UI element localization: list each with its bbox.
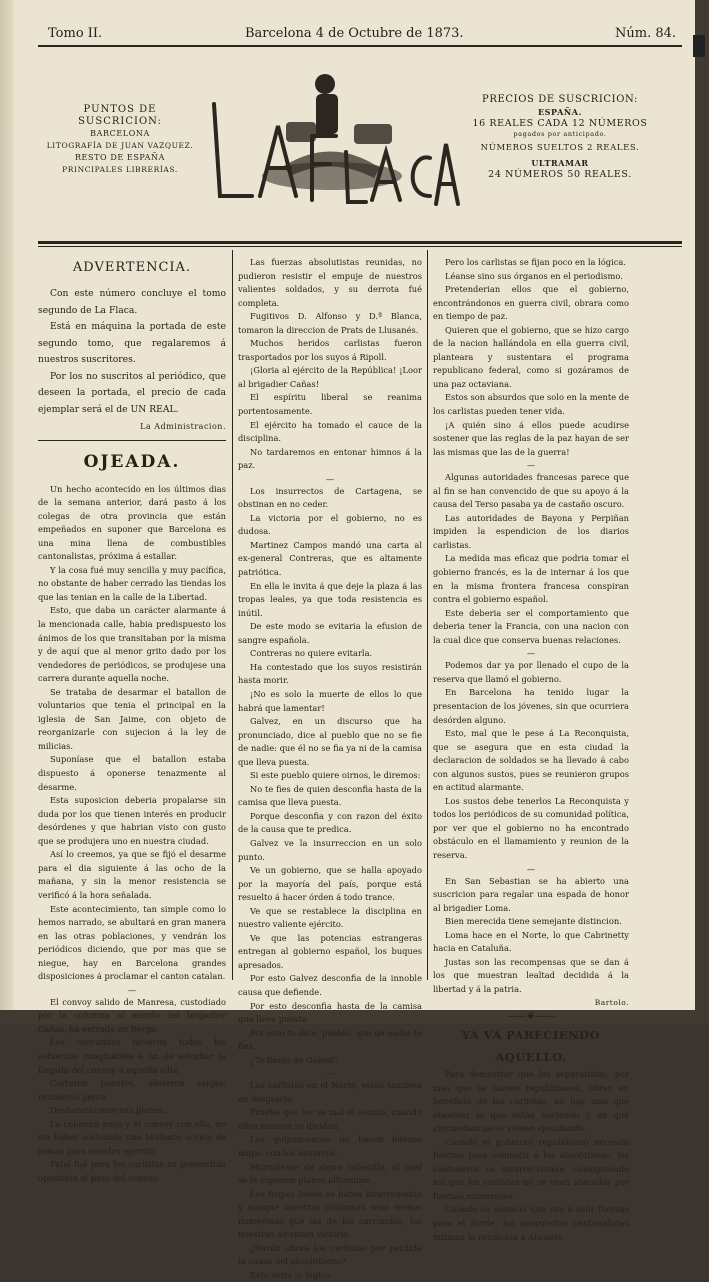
paragraph: Pretenderian ellos que el gobierno, encontrándonos en guerra civil, obrara como en tiempo de paz.: [433, 284, 629, 322]
paragraph: Galvez, en un discurso que ha pronunciado, dice al pueblo que no se fie de nadie: que él no se fia ya ni de la camisa que lleva puesta.: [238, 716, 422, 767]
paragraph: Ve un gobierno, que se halla apoyado por la mayoría del país, porque está resuelto á hacer órden á todo trance.: [238, 865, 422, 903]
article-title: YA VA PARECIENDO AQUELLO.: [461, 1027, 601, 1064]
paragraph: Cuando el gobierno republicano necesita fuerzas para combatir á los absolutistas, los cantoneros se insurreccionan, consiguiendo así que los carlistas no se vean atacados por fuerzas numerosas.: [433, 1136, 629, 1201]
article-signature: Bartolo.: [594, 998, 629, 1008]
paragraph: De este modo se evitaria la efusion de sangre española.: [238, 621, 422, 645]
precios-line: NÚMEROS SUELTOS 2 REALES.: [480, 143, 640, 153]
advertencia-signature: La Administracion.: [140, 422, 226, 431]
paragraph: Los sustos debe tenerlos La Reconquista y todos los periódicos de su comunidad política, por ver que el gobierno no ha encontrado obstáculo en el llamamiento y reunion de la reserva.: [433, 795, 629, 860]
paragraph: ¿Te fiarás de Galvez?: [250, 1054, 339, 1065]
paragraph: La columna pasó y el convoy con ella, no sin haber sostenido una brillante accion de armas para nuestro ejército.: [38, 1118, 226, 1156]
paragraph: En San Sebastian se ha abierto una suscricion para regalar una espada de honor al brigadier Loma.: [433, 875, 629, 913]
paragraph: No tardaremos en entonar himnos á la paz.: [238, 446, 422, 471]
advertencia-body: [38, 286, 226, 418]
paragraph: En ella le invita á que deje la plaza á las tropas leales, ya que toda resistencia es inútil.: [238, 580, 422, 618]
paragraph: Contreras no quiere evitarla.: [250, 648, 373, 659]
paragraph: Así lo creemos, ya que se fijó el desarme para el dia siguiente á las ocho de la mañana, y sin la menor resistencia se verificó á la hora señalada.: [38, 849, 226, 900]
paragraph: Por esto desconfia hasta de la camisa que lleva puesta.: [238, 1000, 422, 1025]
paragraph: En Barcelona ha tenido lugar la presentacion de los jóvenes, sin que ocurriera desórden alguno.: [433, 687, 629, 725]
paragraph: Las autoridades de Bayona y Perpiñan impiden la espendicion de los diarios carlistas.: [433, 512, 629, 550]
puntos-line: LITOGRAFÍA DE JUAN VAZQUEZ.: [46, 141, 194, 150]
paragraph: La victoria por el gobierno, no es dudosa.: [238, 512, 422, 537]
paragraph: Los insurrectos de Cartagena, se obstinan en no ceder.: [238, 485, 422, 510]
paragraph: ¿Darán ahora los carlistas por perdida la causa del absolutismo?: [238, 1242, 422, 1267]
paragraph: Los guipuzcoanos no hacen buenas migas con los navarros.: [238, 1134, 422, 1158]
paragraph: Las fuerzas absolutistas reunidas, no pudieron resistir el empuje de nuestros valientes soldados, y su derrota fué completa.: [238, 257, 422, 308]
precios-note: pagados por anticipado.: [513, 130, 607, 138]
paragraph: Pero los carlistas se fijan poco en la lógica.: [445, 257, 626, 267]
masthead-rule: [38, 241, 682, 244]
suscripcion-puntos: [40, 104, 200, 176]
paragraph: Esto, mal que le pese á La Reconquista, que se asegura que en esta ciudad la declaracion de soldados se ha llevado á cabo con algunos sustos, pues se reunieron grupos en actitud alarmante.: [433, 728, 629, 793]
paragraph: Este acontecimiento, tan simple como lo hemos narrado, se abultará en gran manera en las otras poblaciones, y vendrán los periódicos diciendo, que por mas que se niegue, hay en Barcelona grandes disposiciones á proclamar el canton catalan.: [38, 903, 226, 982]
paragraph: Suponíase que el batallon estaba dispuesto á oponerse tenazmente al desarme.: [38, 754, 226, 792]
paragraph: ¡No es solo la muerte de ellos lo que habrá que lamentar!: [238, 688, 422, 713]
precios-espana: ESPAÑA.: [537, 107, 583, 117]
separator: —: [526, 863, 536, 874]
paragraph: Ve que se restablece la disciplina en nuestro valiente ejército.: [238, 905, 422, 930]
paragraph: Murmúrase de algun cabecilla, al cual se le suponen planes alfonsinos.: [238, 1161, 422, 1186]
paragraph: Los carlistas en el Norte, están tambien en desgracia.: [238, 1080, 422, 1104]
issue-number: Núm. 84.: [615, 26, 677, 41]
paragraph: Por esto Galvez desconfia de la innoble causa que defiende.: [238, 973, 422, 997]
paragraph: Justas son las recompensas que se dan á los que muestran lealtad decidida á la libertad y á la patria.: [433, 956, 629, 994]
paragraph: Fatal fué para los carlistas su pretendida oposicion al paso del convoy.: [38, 1159, 226, 1183]
column-divider: [232, 250, 233, 980]
paragraph: Se trataba de desarmar el batallon de voluntarios que tenia el principal en la iglesia de San Jaime, con objeto de reorganizarle con sujecion á la ley de milicias.: [38, 686, 226, 751]
logo-wordmark-art: [204, 96, 460, 214]
paragraph: El convoy salido de Manresa, custodiado por la columna al mando del brigadier Cañas, ha entrado en Berga.: [38, 996, 226, 1034]
column-divider: [427, 250, 428, 980]
paragraph: El espíritu liberal se reanima portentosamente.: [238, 392, 422, 417]
paragraph: Ha contestado que los suyos resistirán hasta morir.: [238, 661, 422, 686]
binding-fold: [0, 0, 14, 1010]
precios-line: 16 REALES CADA 12 NÚMEROS: [472, 118, 648, 129]
puntos-title: PUNTOS DE SUSCRICION:: [78, 104, 162, 127]
puntos-line: BARCELONA: [90, 129, 150, 138]
paragraph: Algunas autoridades francesas parece que al fin se han convencido de que su apoyo á la causa del Terso pasaba ya de castaño oscuro.: [433, 472, 629, 510]
column-3: [433, 256, 629, 1244]
precios-line: 24 NÚMEROS 50 REALES.: [488, 169, 632, 180]
paragraph: Galvez ve la insurreccion en un solo punto.: [238, 837, 422, 862]
paragraph: Este deberia ser el comportamiento que deberia tener la Francia, con una nacion con la cual dice que conserva buenas relaciones.: [433, 607, 629, 645]
header-rule: [38, 45, 682, 47]
paragraph: Muchos heridos carlistas fueron trasportados por los suyos á Ripoll.: [238, 338, 422, 362]
paragraph: Podemos dar ya por llenado el cupo de la reserva que llamó el gobierno.: [433, 660, 629, 684]
paragraph: Cuando se anuncia que van á salir fuerzas para el Norte, los insurrectos cantonalistas intiman la rendicion á Alicante.: [433, 1204, 629, 1242]
page-tab: [693, 35, 705, 57]
paragraph: Un hecho acontecido en los últimos dias de la semana anterior, dará pasto á los colegas de otra provincia que están empeñados en suponer que Barcelona es una mina llena de combustibles cantonalistas, próxima á estallar.: [38, 483, 226, 562]
logo-wordmark: [204, 96, 460, 214]
paragraph: No te fies de quien desconfia hasta de la camisa que lleva puesta.: [238, 783, 422, 808]
paragraph: Fugitivos D. Alfonso y D.ª Blanca, tomaron la direccion de Prats de Llusanés.: [238, 311, 422, 335]
masthead-rule-thin: [38, 246, 682, 247]
paragraph: Está en máquina la portada de este segundo tomo, que regalaremos á nuestros suscritores.: [38, 321, 226, 365]
paragraph: ¡A quién sino á ellos puede acudirse sostener que las reglas de la paz hayan de ser las mismas que las de la guerra!: [433, 419, 629, 457]
paragraph: Desbaratáronse sus planes.: [50, 1105, 166, 1116]
paragraph: Por los no suscritos al periódico, que deseen la portada, el precio de cada ejemplar será el de UN REAL.: [38, 370, 226, 415]
paragraph: Ve que las potencias estrangeras entregan al gobierno español, los buques apresados.: [238, 932, 422, 970]
ornament-rule: ——❦——: [506, 1010, 556, 1022]
paragraph: Esta suposicion deberia propalarse sin duda por los que tienen interés en producir desórdenes y que habrian visto con gusto que se produjera uno en nuestra ciudad.: [38, 795, 226, 846]
paragraph: Y la cosa fué muy sencilla y muy pacífica, no obstante de haber cerrado las tiendas los que las tenian en la calle de la Libertad.: [38, 564, 226, 602]
separator: —: [526, 648, 536, 659]
suscripcion-precios: [468, 94, 652, 181]
paragraph: Para demostrar que los separatistas, por mas que se llamen republicanos, obran en beneficio de los carlistas, no hay mas que observar lo que están haciendo y en qué circunstancias lo vienen ejecutando.: [433, 1068, 629, 1134]
paragraph: Léanse sino sus órganos en el periodismo.: [445, 270, 623, 281]
paragraph: Loma hace en el Norte, lo que Cabrinetty hacia en Cataluña.: [433, 929, 629, 954]
paragraph: ¡Gloria al ejército de la República! ¡Loor al brigadier Cañas!: [238, 365, 422, 389]
section-rule: [38, 440, 226, 441]
paragraph: El ejército ha tomado el cauce de la disciplina.: [238, 419, 422, 444]
paragraph: La medida mas eficaz que podria tomar el gobierno francés, es la de internar á los que en la misma frontera francesa conspiran contra el gobierno español.: [433, 553, 629, 605]
paragraph: Cortaron puentes, abrieron zanjas, reunieron gente.: [38, 1078, 226, 1102]
separator: —: [325, 473, 335, 484]
paragraph: Esto seria lo lógico.: [250, 1269, 333, 1280]
paragraph: Porque desconfia y con razon del éxito de la causa que te predica.: [238, 810, 422, 835]
paragraph: Si este pueblo quiere oirnos, le diremos:: [250, 770, 421, 781]
paragraph: Estos son absurdos que solo en la mente de los carlistas pueden tener vida.: [433, 392, 629, 417]
precios-title: PRECIOS DE SUSCRICION:: [482, 94, 638, 105]
paragraph: Esto, que daba un carácter alarmante á la mencionada calle, habia predispuesto los ánimos de los que transitaban por la misma y de aquí que al menor grito dado por los vendedores de periódicos, se produjese una carrera durante aquella noche.: [38, 605, 226, 684]
paragraph: Quieren que el gobierno, que se hizo cargo de la nacion hallándola en ella guerra civil, planteara y sustentara el programa republicano federal, como si gozáramos de una paz octaviana.: [433, 324, 629, 389]
paragraph: Con este número concluye el tomo segundo de La Flaca.: [38, 288, 226, 316]
tomo-label: Tomo II.: [48, 26, 103, 41]
paragraph: Los carcundas hicieron todos los esfuerzos imaginables á fin de estorbar la llegada del convoy á aquella villa.: [38, 1037, 226, 1075]
puntos-line: PRINCIPALES LIBRERÍAS.: [62, 165, 178, 174]
paragraph: Por esto te dice, pueblo, que de nadie te fies.: [238, 1027, 422, 1052]
ojeada-title: OJEADA.: [83, 451, 181, 472]
separator: —: [325, 1068, 335, 1079]
paragraph: Las tropas leales se baten bizarramente y aunque nuestras columnas sean menos numerosas que las de los carcundas, las nuestras alcanzan victoria.: [238, 1188, 422, 1240]
paragraph: Martinez Campos mandó una carta al ex-general Contreras, que es altamente patriótica.: [238, 539, 422, 578]
precios-ultramar: ULTRAMAR: [531, 158, 589, 168]
advertencia-title: ADVERTENCIA.: [72, 260, 192, 275]
paragraph: Bien merecida tiene semejante distincion.: [445, 916, 622, 927]
separator: —: [526, 460, 536, 471]
puntos-line: RESTO DE ESPAÑA: [74, 153, 166, 162]
column-2: [238, 256, 422, 1282]
separator: —: [127, 984, 137, 995]
paragraph: Prueba que les va mal el asunto, cuando ellos mismos se dividen.: [238, 1107, 422, 1131]
date-line: Barcelona 4 de Octubre de 1873.: [245, 26, 464, 41]
column-1: [38, 258, 226, 1185]
